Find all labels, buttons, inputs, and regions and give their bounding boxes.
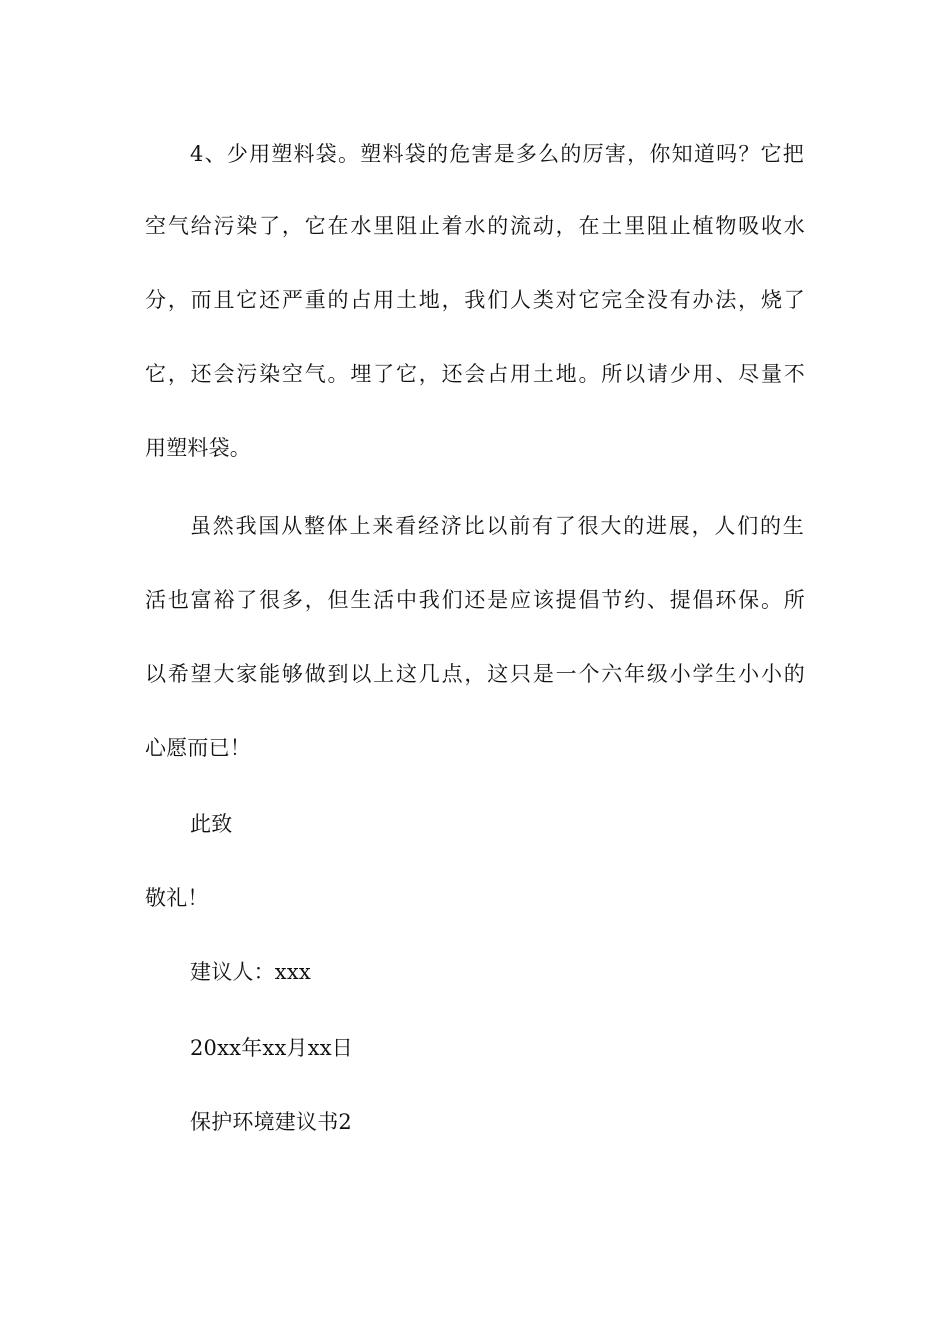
closing-salutation: 此致 (190, 812, 233, 836)
paragraph-2-line-4: 心愿而已！ (145, 736, 251, 760)
paragraph-2-line-2: 活也富裕了很多，但生活中我们还是应该提倡节约、提倡环保。所 (145, 588, 805, 612)
paragraph-2-line-3: 以希望大家能够做到以上这几点，这只是一个六年级小学生小小的 (145, 662, 805, 686)
proposer-line: 建议人：xxx (190, 960, 311, 984)
paragraph-1-line-3: 分，而且它还严重的占用土地，我们人类对它完全没有办法，烧了 (145, 288, 805, 312)
paragraph-1-line-5: 用塑料袋。 (145, 436, 251, 460)
paragraph-1-line-2: 空气给污染了，它在水里阻止着水的流动，在土里阻止植物吸收水 (145, 214, 805, 238)
paragraph-2-line-1: 虽然我国从整体上来看经济比以前有了很大的进展，人们的生 (190, 514, 804, 538)
date-line: 20xx年xx月xx日 (190, 1036, 353, 1060)
closing-respect: 敬礼！ (145, 886, 209, 910)
paragraph-1-line-4: 它，还会污染空气。埋了它，还会占用土地。所以请少用、尽量不 (145, 362, 805, 386)
paragraph-1-line-1: 4、少用塑料袋。塑料袋的危害是多么的厉害，你知道吗？它把 (190, 142, 804, 166)
next-section-title: 保护环境建议书2 (190, 1110, 352, 1134)
